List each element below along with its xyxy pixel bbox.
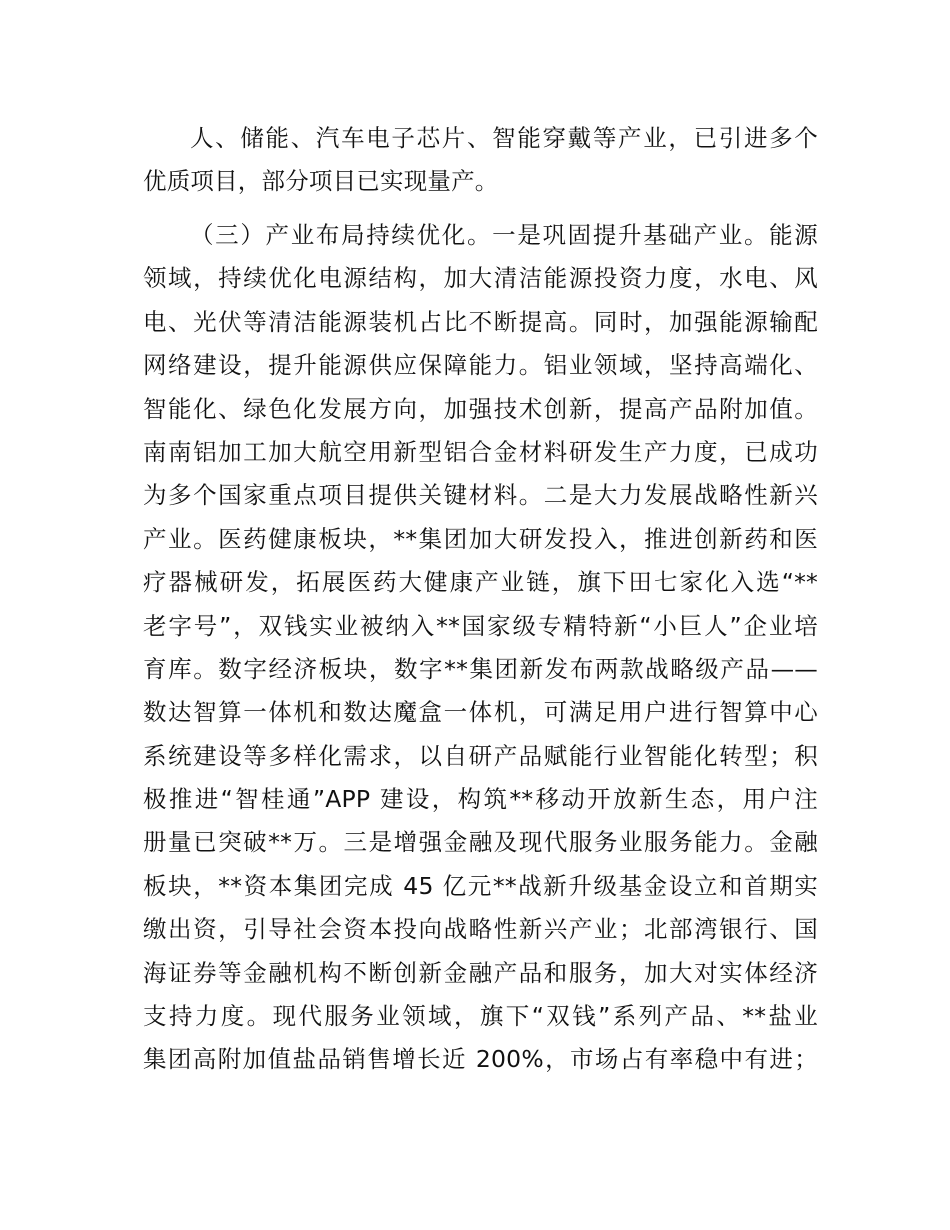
paragraph-line: （三）产业布局持续优化。一是巩固提升基础产业。能源 xyxy=(190,221,818,249)
paragraph-line: 产业。医药健康板块，**集团加大研发投入，推进创新药和医 xyxy=(143,524,818,553)
paragraph-line: 老字号”，双钱实业被纳入**国家级专精特新“小巨人”企业培 xyxy=(143,611,818,640)
paragraph-line: 板块，**资本集团完成 45 亿元**战新升级基金设立和首期实 xyxy=(143,871,818,900)
paragraph-line: 疗器械研发，拓展医药大健康产业链，旗下田七家化入选“** xyxy=(143,568,818,597)
paragraph-1 xyxy=(143,117,818,204)
paragraph-2 xyxy=(143,214,818,1082)
paragraph-line: 极推进“智桂通”APP 建设，构筑**移动开放新生态，用户注 xyxy=(143,785,818,814)
paragraph-line: 育库。数字经济板块，数字**集团新发布两款战略级产品—— xyxy=(143,654,818,683)
paragraph-line: 电、光伏等清洁能源装机占比不断提高。同时，加强能源输配 xyxy=(143,307,818,336)
paragraph-line: 为多个国家重点项目提供关键材料。二是大力发展战略性新兴 xyxy=(143,481,818,510)
paragraph-line: 人、储能、汽车电子芯片、智能穿戴等产业，已引进多个 xyxy=(190,124,818,152)
paragraph-line: 南南铝加工加大航空用新型铝合金材料研发生产力度，已成功 xyxy=(143,437,818,466)
paragraph-line: 数达智算一体机和数达魔盒一体机，可满足用户进行智算中心 xyxy=(143,698,818,727)
paragraph-line: 领域，持续优化电源结构，加大清洁能源投资力度，水电、风 xyxy=(143,264,818,293)
paragraph-line: 系统建设等多样化需求，以自研产品赋能行业智能化转型；积 xyxy=(143,741,818,770)
paragraph-line: 网络建设，提升能源供应保障能力。铝业领域，坚持高端化、 xyxy=(143,351,818,380)
paragraph-line: 集团高附加值盐品销售增长近 200%，市场占有率稳中有进； xyxy=(143,1045,818,1074)
paragraph-line: 册量已突破**万。三是增强金融及现代服务业服务能力。金融 xyxy=(143,828,818,857)
paragraph-line: 支持力度。现代服务业领域，旗下“双钱”系列产品、**盐业 xyxy=(143,1002,818,1031)
paragraph-line: 缴出资，引导社会资本投向战略性新兴产业；北部湾银行、国 xyxy=(143,915,818,944)
paragraph-line: 海证券等金融机构不断创新金融产品和服务，加大对实体经济 xyxy=(143,958,818,987)
paragraph-line: 智能化、绿色化发展方向，加强技术创新，提高产品附加值。 xyxy=(143,394,818,423)
paragraph-line: 优质项目，部分项目已实现量产。 xyxy=(143,167,499,196)
